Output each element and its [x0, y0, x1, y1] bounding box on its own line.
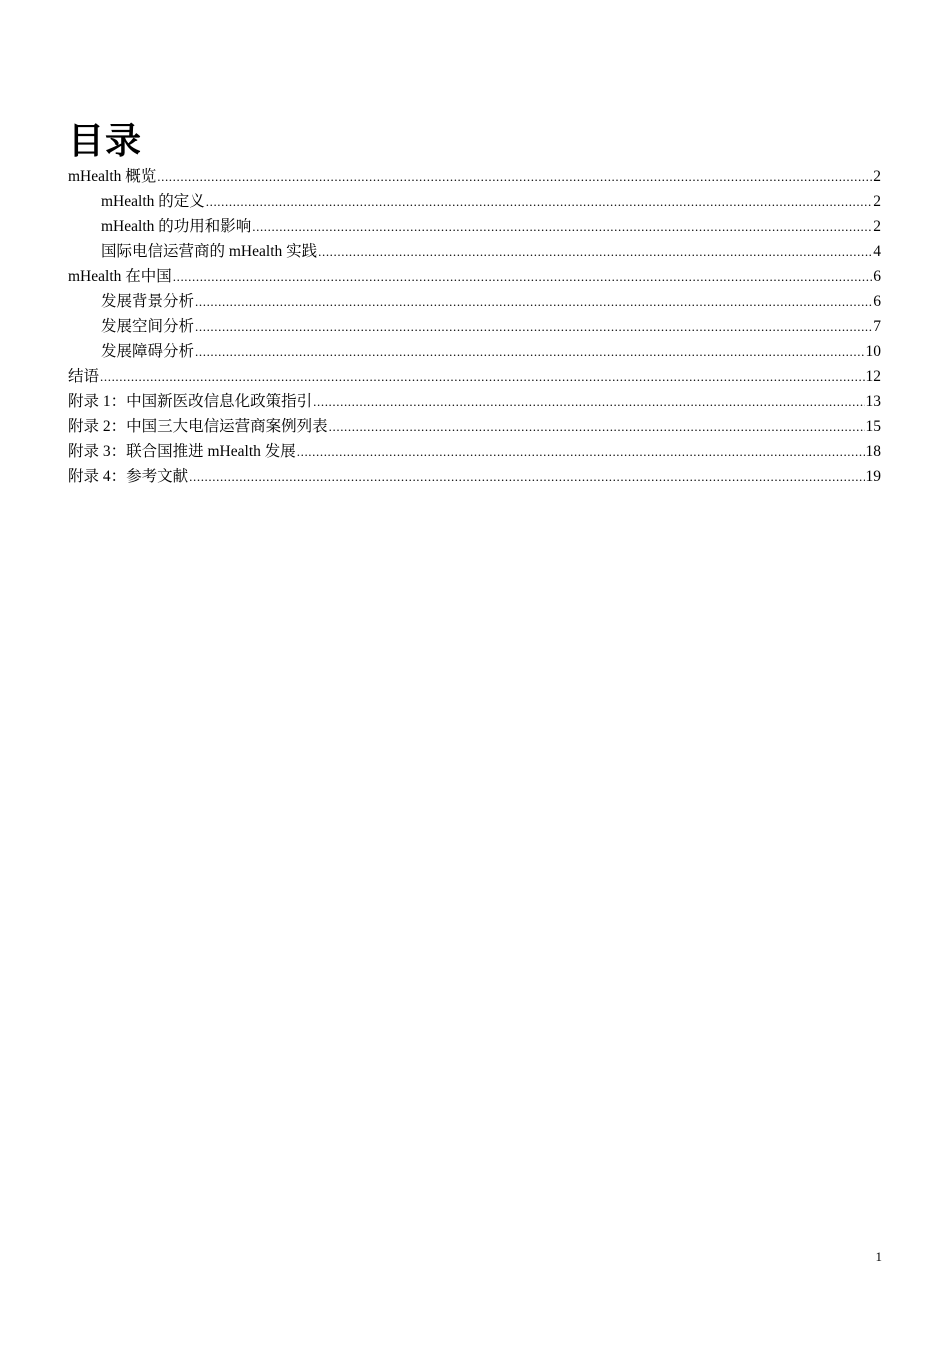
toc-entry-page: 19 — [865, 468, 881, 485]
toc-entry-page: 4 — [873, 243, 881, 260]
toc-entry-text: 附录 2：中国三大电信运营商案例列表 — [68, 418, 328, 435]
toc-entry-text: 附录 3：联合国推进 mHealth 发展 — [68, 443, 296, 460]
toc-entry-page: 6 — [873, 293, 881, 310]
toc-entry-text: 附录 4：参考文献 — [68, 468, 189, 485]
toc-entry-text: mHealth 的定义 — [101, 193, 205, 210]
toc-dot-leader — [195, 289, 872, 314]
page-number: 1 — [875, 1249, 882, 1264]
toc-dot-leader — [195, 339, 864, 364]
toc-entry-page: 18 — [865, 443, 881, 460]
toc-entry-background-analysis[interactable] — [68, 289, 881, 314]
toc-entry-page: 6 — [873, 268, 881, 285]
toc-entry-appendix-4[interactable] — [68, 464, 881, 489]
toc-entry-text: 结语 — [68, 368, 100, 385]
toc-entry-appendix-2[interactable] — [68, 414, 881, 439]
toc-dot-leader — [100, 364, 864, 389]
toc-dot-leader — [318, 239, 872, 264]
table-of-contents — [68, 164, 881, 489]
toc-entry-text: 发展空间分析 — [101, 318, 195, 335]
toc-dot-leader — [313, 389, 864, 414]
toc-entry-page: 7 — [873, 318, 881, 335]
toc-entry-definition[interactable] — [68, 189, 881, 214]
toc-entry-text: mHealth 在中国 — [68, 268, 172, 285]
toc-entry-text: mHealth 的功用和影响 — [101, 218, 252, 235]
toc-entry-appendix-1[interactable] — [68, 389, 881, 414]
toc-entry-text: 国际电信运营商的 mHealth 实践 — [101, 243, 318, 260]
toc-entry-page: 2 — [873, 193, 881, 210]
toc-entry-page: 15 — [865, 418, 881, 435]
toc-entry-obstacle-analysis[interactable] — [68, 339, 881, 364]
toc-dot-leader — [157, 164, 872, 189]
toc-entry-page: 2 — [873, 168, 881, 185]
toc-entry-page: 12 — [865, 368, 881, 385]
toc-entry-overview[interactable] — [68, 164, 881, 189]
toc-entry-functions-impact[interactable] — [68, 214, 881, 239]
toc-entry-conclusion[interactable] — [68, 364, 881, 389]
toc-entry-text: 发展背景分析 — [101, 293, 195, 310]
toc-dot-leader — [195, 314, 872, 339]
toc-entry-page: 10 — [865, 343, 881, 360]
toc-dot-leader — [173, 264, 873, 289]
toc-dot-leader — [297, 439, 865, 464]
toc-dot-leader — [189, 464, 864, 489]
toc-entry-international-operators[interactable] — [68, 239, 881, 264]
toc-entry-text: 发展障碍分析 — [101, 343, 195, 360]
toc-entry-appendix-3[interactable] — [68, 439, 881, 464]
toc-entry-text: 附录 1：中国新医改信息化政策指引 — [68, 393, 313, 410]
toc-entry-text: mHealth 概览 — [68, 168, 157, 185]
toc-dot-leader — [329, 414, 865, 439]
toc-entry-page: 13 — [865, 393, 881, 410]
toc-entry-in-china[interactable] — [68, 264, 881, 289]
toc-dot-leader — [206, 189, 873, 214]
page-title: 目录 — [68, 121, 143, 161]
toc-entry-page: 2 — [873, 218, 881, 235]
toc-dot-leader — [252, 214, 872, 239]
toc-entry-space-analysis[interactable] — [68, 314, 881, 339]
